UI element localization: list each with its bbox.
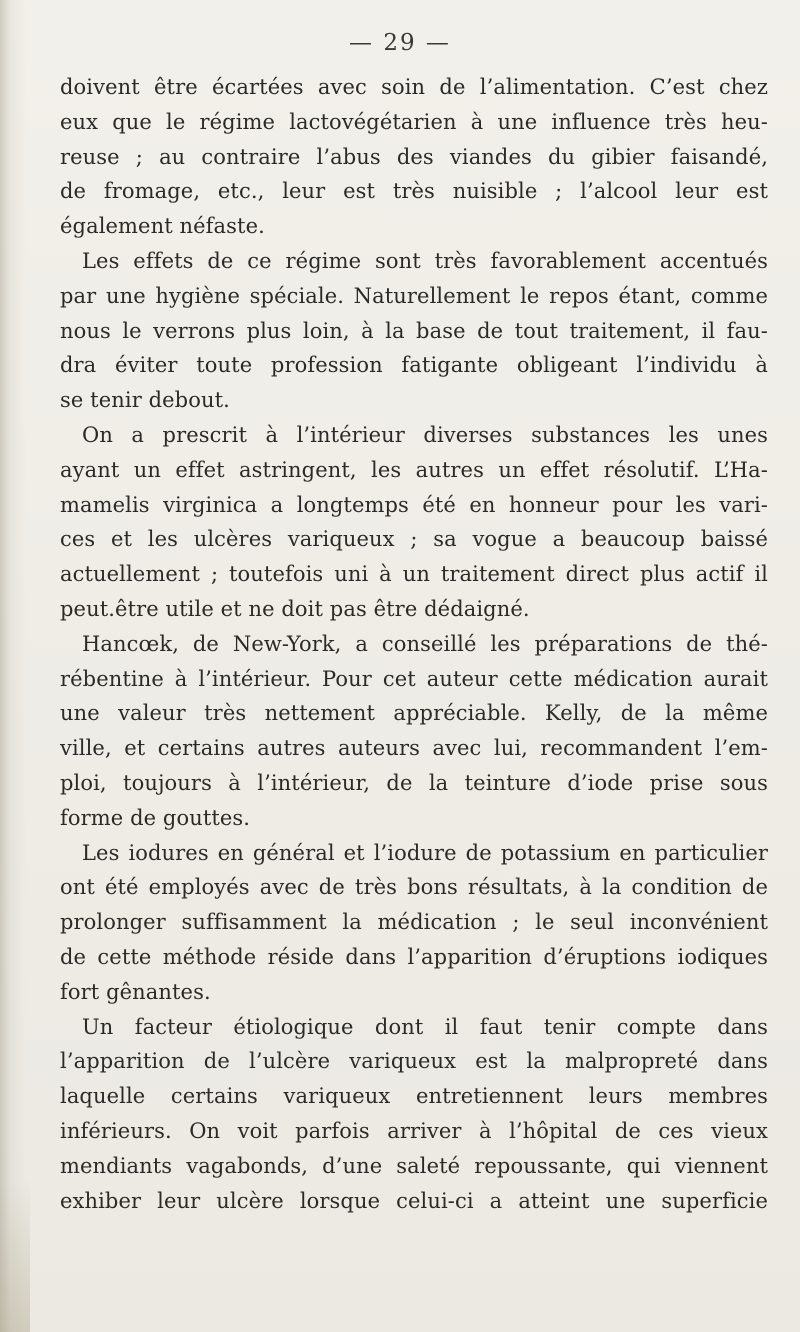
- text-line: fort gênantes.: [60, 979, 211, 1004]
- text-line: laquelle certains variqueux entretiennent leurs membres: [60, 1084, 768, 1109]
- text-line: peut.être utile et ne doit pas être dédaigné.: [60, 596, 530, 621]
- text-line: prolonger suffisamment la médication ; le seul inconvénient: [60, 910, 768, 935]
- text-line: par une hygiène spéciale. Naturellement le repos étant, comme: [60, 283, 768, 308]
- text-line: de fromage, etc., leur est très nuisible ; l’alcool leur est: [60, 179, 768, 204]
- text-line: ville, et certains autres auteurs avec lui, recommandent l’em-: [60, 736, 768, 761]
- text-line: inférieurs. On voit parfois arriver à l’hôpital de ces vieux: [60, 1118, 768, 1143]
- text-line: dra éviter toute profession fatigante obligeant l’individu à: [60, 353, 768, 378]
- text-line: l’apparition de l’ulcère variqueux est la malpropreté dans: [60, 1049, 768, 1074]
- text-line: mamelis virginica a longtemps été en honneur pour les vari-: [60, 492, 768, 517]
- text-line: eux que le régime lactovégétarien à une influence très heu-: [60, 109, 768, 134]
- text-line: exhiber leur ulcère lorsque celui-ci a atteint une superficie: [60, 1188, 768, 1213]
- text-line: forme de gouttes.: [60, 805, 251, 830]
- binding-shadow: [0, 1180, 30, 1332]
- text-line: doivent être écartées avec soin de l’alimentation. C’est chez: [60, 75, 768, 99]
- text-line: une valeur très nettement appréciable. Kelly, de la même: [60, 701, 768, 726]
- text-line: Hancœk, de New-York, a conseillé les préparations de thé-: [82, 631, 768, 656]
- text-line: également néfaste.: [60, 214, 265, 239]
- text-line: ayant un effet astringent, les autres un effet résolutif. L’Ha-: [60, 457, 768, 482]
- text-line: ces et les ulcères variqueux ; sa vogue a beaucoup baissé: [60, 527, 768, 552]
- page-number: — 29 —: [349, 30, 451, 56]
- text-line: ploi, toujours à l’intérieur, de la teinture d’iode prise sous: [60, 770, 768, 795]
- text-line: nous le verrons plus loin, à la base de tout traitement, il fau-: [60, 318, 768, 343]
- text-line: de cette méthode réside dans l’apparition d’éruptions iodiques: [60, 944, 768, 969]
- text-line: On a prescrit à l’intérieur diverses substances les unes: [82, 422, 768, 447]
- text-line: Les effets de ce régime sont très favorablement accentués: [82, 248, 768, 273]
- text-line: rébentine à l’intérieur. Pour cet auteur cette médication aurait: [60, 666, 768, 691]
- text-line: reuse ; au contraire l’abus des viandes du gibier faisandé,: [60, 144, 768, 169]
- text-line: se tenir debout.: [60, 388, 230, 413]
- body-text: [60, 70, 768, 1218]
- text-line: ont été employés avec de très bons résultats, à la condition de: [60, 875, 768, 900]
- text-line: Un facteur étiologique dont il faut tenir compte dans: [82, 1014, 768, 1039]
- text-line: Les iodures en général et l’iodure de potassium en particulier: [82, 840, 768, 865]
- text-line: actuellement ; toutefois uni à un traitement direct plus actif il: [60, 562, 768, 587]
- text-line: mendiants vagabonds, d’une saleté repoussante, qui viennent: [60, 1153, 768, 1178]
